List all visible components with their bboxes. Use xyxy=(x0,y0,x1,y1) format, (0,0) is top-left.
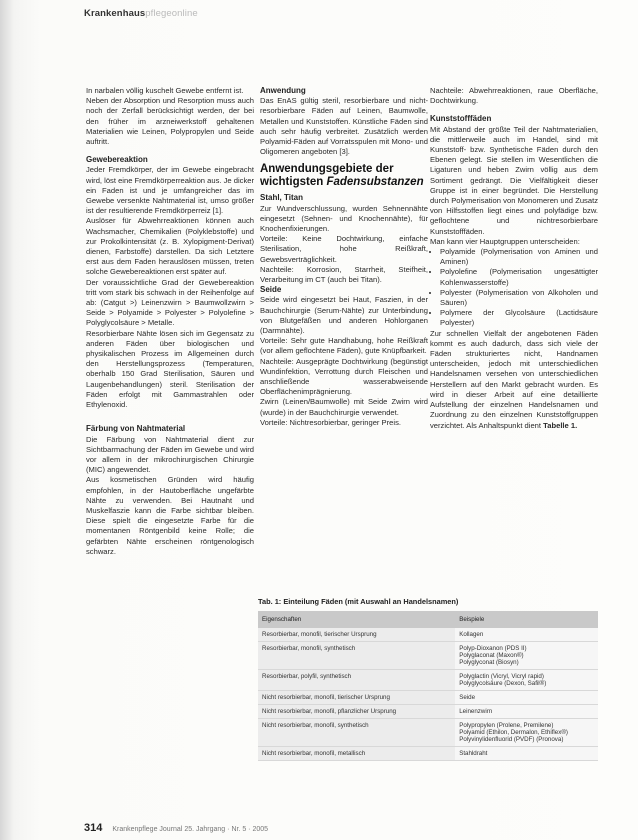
journal-issue: Nr. 5 xyxy=(231,826,247,833)
table-cell-property: Nicht resorbierbar, monofil, metallisch xyxy=(258,747,455,761)
header-section: pflegeonline xyxy=(145,8,198,19)
table-cell-examples: Kollagen xyxy=(455,628,598,642)
table-row xyxy=(258,691,598,705)
header-title: Krankenhaus xyxy=(84,8,146,19)
journal-volume: 25. Jahrgang xyxy=(184,826,226,833)
paragraph: Nachteile: Abwehrreaktionen, raue Oberfläche, Dochtwirkung. xyxy=(430,86,598,106)
journal-year: 2005 xyxy=(252,826,269,833)
paragraph: Jeder Fremdkörper, der im Gewebe eingebracht wird, löst eine Fremdkörperreaktion aus. Je dicker ein Faden ist und je umfangreicher das im Gewebe versenkte Nahtmaterial ist, umso größer ist der resultierende Fremdkörperreiz [1]. xyxy=(86,165,254,216)
paragraph: Nachteile: Korrosion, Starrheit, Steifheit, Verarbeitung im CT (auch bei Titan). xyxy=(260,264,428,285)
table-cell-examples: Polyglactin (Vicryl, Vicryl rapid) Polyglycolsäure (Dexon, Safil®) xyxy=(455,670,598,691)
paragraph: Vorteile: Sehr gute Handhabung, hohe Reißkraft (vor allem geflochtene Fäden), gute Knüpfbarkeit. xyxy=(260,336,428,356)
paragraph: Die Färbung von Nahtmaterial dient zur Sichtbarmachung der Fäden im Gewebe und wird vor allem in der mikrochirurgischen Chirurgie (MIC) angewendet. xyxy=(86,434,254,475)
table-cell-examples: Stahldraht xyxy=(455,747,598,761)
polymer-list xyxy=(430,247,598,329)
journal-name: Krankenpflege Journal xyxy=(112,826,183,833)
table-cell-examples: Polyp-Dioxanon (PDS II) Polyglaconat (Maxon®) Polyglyconat (Biosyn) xyxy=(455,642,598,670)
paragraph: Zwirn (Leinen/Baumwolle) mit Seide Zwirn wird (wurde) in der Bauchchirurgie verwendet. xyxy=(260,397,428,417)
article-subtitle xyxy=(260,163,428,189)
paragraph: Vorteile: Nichtresorbierbar, geringer Preis. xyxy=(260,417,401,427)
section-heading: Seide xyxy=(260,285,282,295)
table-cell-property: Resorbierbar, polyfil, synthetisch xyxy=(258,670,455,691)
table-row xyxy=(258,719,598,747)
paragraph: Auslöser für Abwehrreaktionen können auch Wachsmacher, Chemikalien (Polyklebstoffe) und zur Prokolkintensität (z. B. Xylopigment-Derivat) dienen, Farbstoffe) darstellen. Da sich Letztere erst aus dem Faden herauslösen müssen, treten solche Gewebereaktionen erst später auf. xyxy=(86,216,254,277)
table-cell-examples: Leinenzwirn xyxy=(455,705,598,719)
page-header xyxy=(84,8,198,19)
list-item: • Polyamide (Polymerisation von Aminen und Aminen) xyxy=(440,247,598,267)
table-row xyxy=(258,642,598,670)
paragraph: Nachteile: Ausgeprägte Dochtwirkung (begünstigt Wundinfektion, Verrottung durch Fleischen und anschließende wasserabweisende Oberflächenimprägnierung. xyxy=(260,356,428,397)
table-cell-property: Nicht resorbierbar, monofil, pflanzlicher Ursprung xyxy=(258,705,455,719)
table-header-row xyxy=(258,611,598,628)
table-cell-examples: Polypropylen (Prolene, Premilene) Polyamid (Ethilon, Dermalon, Ethiflex®) Polyvinylidenfluorid (PVDF) (Pronova) xyxy=(455,719,598,747)
table-row xyxy=(258,628,598,642)
section-heading: Kunststofffäden xyxy=(430,114,492,124)
paragraph: Seide wird eingesetzt bei Haut, Faszien, in der Bauchchirurgie (Serum-Nähte) zur Unterbindung von Blutgefäßen und anderen Hohlorganen (Darmnähte). xyxy=(260,295,428,336)
paragraph: Zur Wundverschlussung, wurden Sehnennähte eingesetzt (Sehnen- und Knochennähte), für Knochenfixierungen. xyxy=(260,203,428,234)
section-heading: Färbung von Nahtmaterial xyxy=(86,424,186,434)
column-1 xyxy=(86,86,254,557)
paragraph xyxy=(430,329,598,431)
table-header-cell: Beispiele xyxy=(455,611,598,628)
paragraph: Das EnAS gültig steril, resorbierbare und nicht-resorbierbare Fäden auf Leinen, Baumwolle, Metallen und Kunststoffen. Künstliche Fäden sind auch sehr häufig verbreitet. Zusätzlich werden Polyamid-Fäden auf Vorratsspulen mit Mono- und Oligomeren angeboten [3]. xyxy=(260,96,428,157)
subtitle-line: Anwendungsgebiete der xyxy=(260,163,394,176)
list-item: • Polyester (Polymerisation von Alkoholen und Säuren) xyxy=(440,288,598,308)
table-cell-examples: Seide xyxy=(455,691,598,705)
table-cell-property: Resorbierbar, monofil, tierischer Ursprung xyxy=(258,628,455,642)
paragraph-text: Zur schnellen Vielfalt der angebotenen Fäden kommt es auch dadurch, dass sich viele der Fäden strukturiertes nicht, Handnamen unterscheiden, jedoch mit unterschiedlichen Handelsnamen versehen von unterschiedlichen Herstellern auf den Markt gebracht wurden. Es wird in dieser Arbeit auf eine detaillierte Aufstellung der einzelnen Handelsnamen und Zuordnung zu den einzelnen Kunststoffgruppen verzichtet. Als Anhaltspunkt dient xyxy=(430,328,598,430)
paragraph: Neben der Absorption und Resorption muss auch noch der Zerfall berücksichtigt werden, der bei den früher im arzneiwerkstoff gehaltenen Materialien wie Leinen, Polypropylen und Seide auftritt. xyxy=(86,96,254,147)
table-row xyxy=(258,705,598,719)
section-heading: Anwendung xyxy=(260,86,306,95)
column-2 xyxy=(260,86,428,428)
table-cell-property: Nicht resorbierbar, monofil, tierischer Ursprung xyxy=(258,691,455,705)
section-heading: Gewebereaktion xyxy=(86,155,148,165)
paragraph: Der voraussichtliche Grad der Gewebereaktion tritt vom stark bis schwach in der Reihenfolge auf ab: (Catgut >) Leinenzwirn > Baumwollzwirn > Seide > Polyamide > Polyester > Polyolefine > Polyglycolsäure > Metalle. xyxy=(86,277,254,328)
table-header-cell: Eigenschaften xyxy=(258,611,455,628)
page-footer: 314 Krankenpflege Journal 25. Jahrgang · Nr. 5 · 2005 xyxy=(84,822,269,834)
list-item: • Polymere der Glycolsäure (Lactidsäure Polyester) xyxy=(440,308,598,328)
subtitle-italic: Fadensubstanzen xyxy=(326,176,424,189)
paragraph: Resorbierbare Nähte lösen sich im Gegensatz zu anderen Fäden über biologischen und physikalischen Prozess im Allgemeinen durch den Herstellungsprozess (Temperaturen, oberhalb 150 Grad Sterilisation, Säuren und Laugenbehandlungen) steril. Sterilisation der Fäden erfolgt mit Gammastrahlen oder Ethylenoxid. xyxy=(86,328,254,410)
table-cell-property: Nicht resorbierbar, monofil, synthetisch xyxy=(258,719,455,747)
column-3 xyxy=(430,86,598,431)
table-row xyxy=(258,747,598,761)
paragraph: Mit Abstand der größte Teil der Nahtmaterialien, die mittlerweile auch im Handel, sind mit Kunststoff- bzw. Synthetische Fäden durch den Ebenen gelegt. Sie stellen im Wesentlichen die Ligaturen und heben Zwirn völlig aus dem Sortiment gedrängt. Die Vielfältigkeit dieser Gruppe ist in einer begründet. Die Herstellung durch Polymerisation von Monomeren und Zusatz von Hilfsstoffen liegt eines und polyfädige bzw. geflochtene und nichtresorbierbare Kunststofffäden. xyxy=(430,124,598,236)
table-reference: Tabelle 1. xyxy=(543,420,578,430)
paragraph: In narbalen völlig kuschelt Gewebe entfernt ist. xyxy=(86,86,244,95)
table-cell-property: Resorbierbar, monofil, synthetisch xyxy=(258,642,455,670)
list-item: • Polyolefine (Polymerisation ungesättigter Kohlenwasserstoffe) xyxy=(440,267,598,287)
page-number: 314 xyxy=(84,822,103,834)
paragraph: Man kann vier Hauptgruppen unterscheiden: xyxy=(430,236,580,246)
paragraph: Vorteile: Keine Dochtwirkung, einfache Sterilisation, hohe Reißkraft, Gewebsverträglichkeit. xyxy=(260,234,428,264)
table-row xyxy=(258,670,598,691)
fiber-table xyxy=(258,611,598,761)
subtitle-line: wichtigsten xyxy=(260,176,324,189)
paragraph: Aus kosmetischen Gründen wird häufig empfohlen, in der Hautoberfläche ungefärbte Nähte zu verwenden. Bei Hautnaht und Muskelfaszie kann die Farbe sichtbar bleiben. Diese spielt die eingesetzte Farbe für die momentanen Röntgenbild keine Rolle; die gefärbten Nähte erscheinen röntgenologisch schwarz. xyxy=(86,475,254,556)
section-heading: Stahl, Titan xyxy=(260,193,303,203)
table-caption: Tab. 1: Einteilung Fäden (mit Auswahl an Handelsnamen) xyxy=(258,597,459,606)
